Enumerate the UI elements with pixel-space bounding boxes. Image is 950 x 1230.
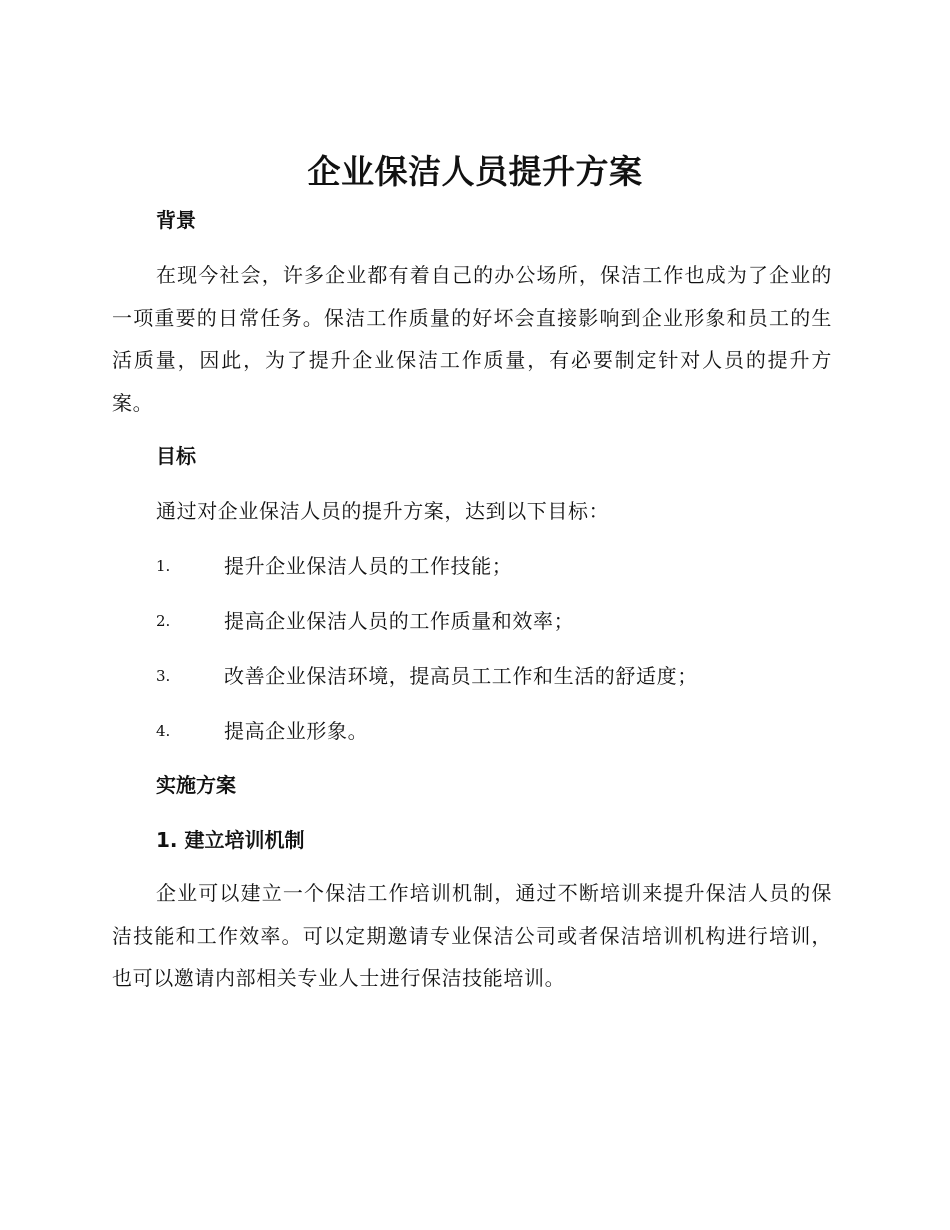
subheading-training-mechanism: 1. 建立培训机制 — [156, 828, 305, 852]
section-heading-background: 背景 — [156, 208, 196, 232]
document-title: 企业保洁人员提升方案 — [307, 152, 643, 191]
section-heading-goals: 目标 — [156, 444, 196, 468]
list-item-text: 提高企业形象。 — [224, 719, 369, 743]
section-heading-implementation: 实施方案 — [156, 773, 236, 797]
background-paragraph: 在现今社会，许多企业都有着自己的办公场所，保洁工作也成为了企业的一项重要的日常任务。保洁工作质量的好坏会直接影响到企业形象和员工的生活质量，因此，为了提升企业保洁工作质量，有必要制定针对人员的提升方案。 — [112, 263, 832, 415]
list-item-number: 2. — [156, 612, 171, 630]
list-item-text: 改善企业保洁环境，提高员工工作和生活的舒适度； — [224, 664, 698, 688]
list-item-text: 提高企业保洁人员的工作质量和效率； — [224, 609, 575, 633]
list-item-number: 3. — [156, 667, 171, 685]
list-item-text: 提升企业保洁人员的工作技能； — [224, 554, 513, 578]
list-item-number: 1. — [156, 557, 171, 575]
implementation-paragraph: 企业可以建立一个保洁工作培训机制，通过不断培训来提升保洁人员的保洁技能和工作效率。可以定期邀请专业保洁公司或者保洁培训机构进行培训，也可以邀请内部相关专业人士进行保洁技能培训。 — [112, 881, 832, 990]
goals-intro: 通过对企业保洁人员的提升方案，达到以下目标： — [156, 499, 610, 523]
list-item-number: 4. — [156, 722, 171, 740]
